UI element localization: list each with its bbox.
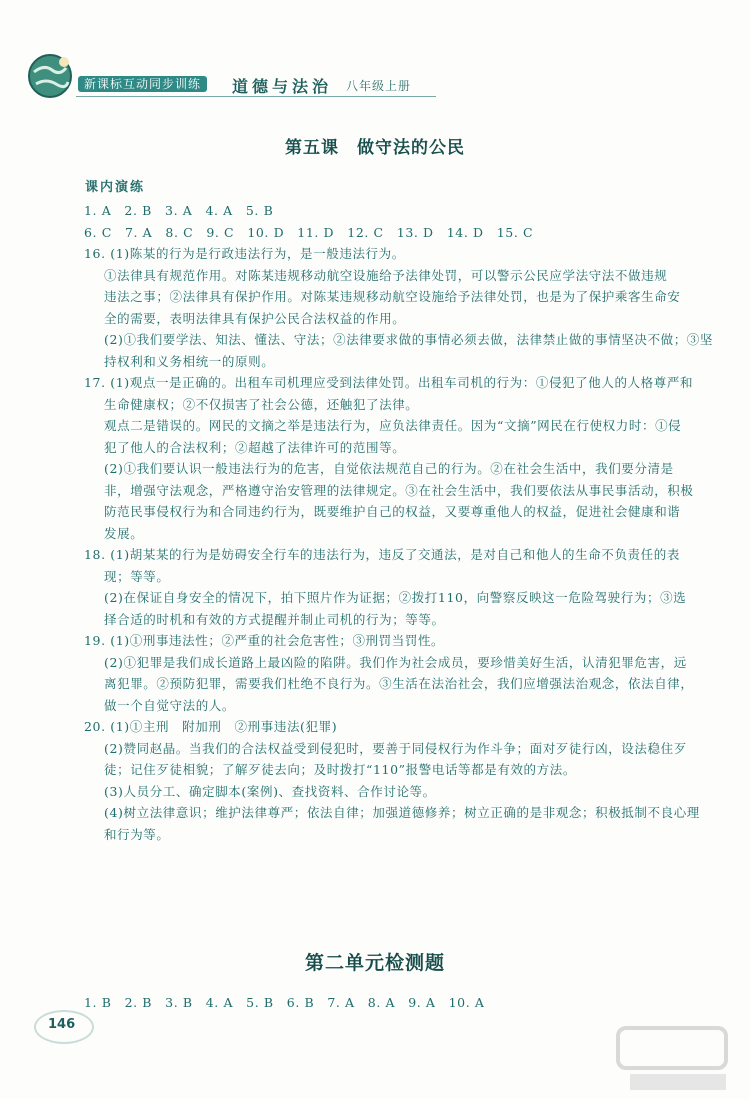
answer-line: 违法之事；②法律具有保护作用。对陈某违规移动航空设施给予法律处罚，也是为了保护乘客生命安 <box>104 289 681 304</box>
unit-title: 第二单元检测题 <box>304 952 445 974</box>
grade-label: 八年级上册 <box>346 79 412 93</box>
answer-line: (2)①我们要认识一般违法行为的危害，自觉依法规范自己的行为。②在社会生活中，我们要分清是 <box>104 461 674 476</box>
answer-line: (2)在保证自身安全的情况下，拍下照片作为证据；②拨打110，向警察反映这一危险驾驶行为；③选 <box>104 590 687 605</box>
answer-line: (3)人员分工、确定脚本(案例)、查找资料、合作讨论等。 <box>104 783 436 799</box>
answer-line: (2)①我们要学法、知法、懂法、守法；②法律要求做的事情必须去做，法律禁止做的事情坚决不做；③坚 <box>104 332 714 347</box>
answer-line: 17. (1)观点一是正确的。出租车司机理应受到法律处罚。出租车司机的行为：①侵犯了他人的人格尊严和 <box>84 375 694 390</box>
answer-line: 现；等等。 <box>104 568 170 584</box>
answer-line: 持权利和义务相统一的原则。 <box>104 353 275 369</box>
answer-line: 全的需要，表明法律具有保护公民合法权益的作用。 <box>104 310 406 326</box>
page-header <box>18 44 438 104</box>
answer-line: (2)赞同赵晶。当我们的合法权益受到侵犯时，要善于同侵权行为作斗争；面对歹徒行凶，设法稳住歹 <box>104 740 687 756</box>
answer-line: 20. (1)①主刑 附加刑 ②刑事违法(犯罪) <box>84 719 338 734</box>
answer-line: ①法律具有规范作用。对陈某违规移动航空设施给予法律处罚，可以警示公民应学法守法不做违规 <box>104 267 668 283</box>
answer-line: 16. (1)陈某的行为是行政违法行为，是一般违法行为。 <box>84 246 405 261</box>
unit-answer-line: 1. B 2. B 3. B 4. A 5. B 6. B 7. A 8. A 9. A 10. A <box>84 995 485 1010</box>
answer-line: 6. C 7. A 8. C 9. C 10. D 11. D 12. C 13. D 14. D 15. C <box>84 224 534 240</box>
watermark-logo-icon <box>600 1000 750 1099</box>
answer-line: 和行为等。 <box>104 826 170 842</box>
answer-line: 1. A 2. B 3. A 4. A 5. B <box>84 203 274 218</box>
answer-line: 做一个自觉守法的人。 <box>104 697 236 713</box>
answer-line: 生命健康权；②不仅损害了社会公德，还触犯了法律。 <box>104 396 419 412</box>
answer-content <box>84 200 716 845</box>
answer-line: 离犯罪。②预防犯罪，需要我们杜绝不良行为。③生活在法治社会，我们应增强法治观念，依法自律， <box>104 676 694 691</box>
answer-line: 发展。 <box>104 525 144 541</box>
answer-line: 18. (1)胡某某的行为是妨碍安全行车的违法行为，违反了交通法，是对自己和他人的生命不负责任的表 <box>84 547 680 562</box>
answer-line: 徒；记住歹徒相貌；了解歹徒去向；及时拨打“110”报警电话等都是有效的方法。 <box>104 762 576 777</box>
answer-line: 防范民事侵权行为和合同违约行为，既要维护自己的权益，又要尊重他人的权益，促进社会健康和谐 <box>104 504 681 519</box>
answer-line: (2)①犯罪是我们成长道路上最凶险的陷阱。我们作为社会成员，要珍惜美好生活，认清犯罪危害，远 <box>104 654 687 670</box>
answer-line: 犯了他人的合法权利；②超越了法律许可的范围等。 <box>104 439 406 455</box>
subject-title: 道德与法治 <box>232 77 333 96</box>
globe-logo-icon <box>26 52 74 100</box>
page-number: 146 <box>48 1017 76 1032</box>
series-name: 新课标互动同步训练 <box>78 76 207 92</box>
answer-line: 19. (1)①刑事违法性；②严重的社会危害性；③刑罚当罚性。 <box>84 633 445 648</box>
section-label: 课内演练 <box>85 180 146 195</box>
answer-line: 择合适的时机和有效的方式提醒并制止司机的行为；等等。 <box>104 611 445 627</box>
header-divider <box>76 96 436 97</box>
answer-line: 观点二是错误的。网民的文摘之举是违法行为，应负法律责任。因为“文摘”网民在行使权力时：①侵 <box>104 418 682 433</box>
answer-line: 非，增强守法观念，严格遵守治安管理的法律规定。③在社会生活中，我们要依法从事民事活动，积极 <box>104 482 694 498</box>
answer-line: (4)树立法律意识；维护法律尊严；依法自律；加强道德修养；树立正确的是非观念；积极抵制不良心理 <box>104 805 700 820</box>
lesson-title: 第五课 做守法的公民 <box>285 138 465 158</box>
